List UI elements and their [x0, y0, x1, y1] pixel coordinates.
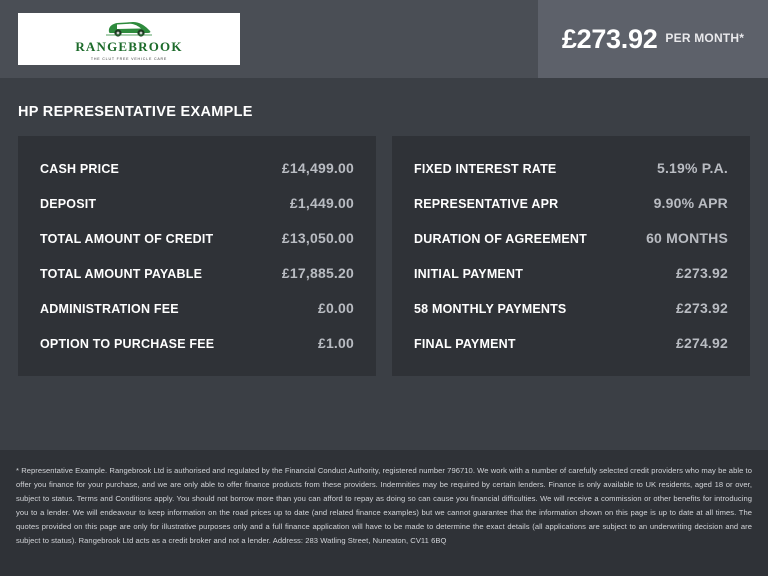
- row-label: TOTAL AMOUNT PAYABLE: [40, 266, 203, 281]
- header-left-logo-area: [0, 0, 538, 78]
- monthly-price-suffix: PER MONTH*: [665, 31, 745, 45]
- row-label: CASH PRICE: [40, 161, 120, 176]
- panel-terms: [392, 136, 750, 376]
- panel-costs: [18, 136, 376, 376]
- table-row: [410, 255, 732, 290]
- row-label: REPRESENTATIVE APR: [414, 196, 559, 211]
- row-label: ADMINISTRATION FEE: [40, 301, 179, 316]
- table-row: [410, 290, 732, 325]
- footer-disclaimer: [0, 450, 768, 576]
- row-value: £273.92: [675, 264, 728, 281]
- table-row: [36, 150, 358, 185]
- table-row: [36, 220, 358, 255]
- header-price-area: [538, 0, 768, 78]
- row-value: £274.92: [675, 334, 728, 351]
- row-value: 60 MONTHS: [646, 229, 728, 246]
- row-value: £1.00: [317, 334, 354, 351]
- row-value: £1,449.00: [289, 194, 354, 211]
- logo-tagline-text: THE CLUT FREE VEHICLE CARE: [90, 56, 168, 61]
- row-label: 58 MONTHLY PAYMENTS: [414, 301, 567, 316]
- disclaimer-text: * Representative Example. Rangebrook Ltd is authorised and regulated by the Financial Conduct Authority, registered number 796710. We work with a number of carefully selected credit providers who may be able to offer you finance for your purchase, and we are only able to offer finance products from these providers. Indemnities may be required by certain lenders. Finance is only available to UK residents, aged 18 or over, subject to status. Terms and Conditions apply. You should not borrow more than you can afford to repay as doing so can cause you financial difficulties. We will receive a commission or other benefits for introducing you to a lender. We will endeavour to keep information on the road prices up to date (and related finance examples) but we cannot guarantee that the information shown on this page is up to date at all times. The quotes provided on this page are only for illustrative purposes only and a full finance application will have to be made to determine the exact details (all applications are subject to an underwriting decision and are subject to status). Rangebrook Ltd acts as a credit broker and not a lender. Address: 283 Watling Street, Nuneaton, CV11 6BQ: [16, 466, 752, 546]
- page-title: HP REPRESENTATIVE EXAMPLE: [18, 104, 253, 120]
- row-label: TOTAL AMOUNT OF CREDIT: [40, 231, 214, 246]
- row-label: OPTION TO PURCHASE FEE: [40, 336, 215, 351]
- table-row: [410, 150, 732, 185]
- green-car-icon: [103, 18, 155, 38]
- table-row: [410, 220, 732, 255]
- row-label: DEPOSIT: [40, 196, 97, 211]
- table-row: [410, 325, 732, 360]
- row-value: £13,050.00: [281, 229, 354, 246]
- row-value: £273.92: [675, 299, 728, 316]
- row-value: £17,885.20: [281, 264, 354, 281]
- finance-panels: [18, 136, 750, 376]
- logo-brand-text: RANGEBROOK: [75, 38, 183, 54]
- row-value: 9.90% APR: [653, 194, 728, 211]
- row-label: FIXED INTEREST RATE: [414, 161, 557, 176]
- table-row: [36, 185, 358, 220]
- dealer-logo: [18, 13, 240, 65]
- monthly-price: £273.92: [561, 23, 658, 54]
- row-value: £0.00: [317, 299, 354, 316]
- row-value: £14,499.00: [281, 159, 354, 176]
- row-label: DURATION OF AGREEMENT: [414, 231, 587, 246]
- table-row: [410, 185, 732, 220]
- header-bar: [0, 0, 768, 78]
- table-row: [36, 325, 358, 360]
- row-value: 5.19% P.A.: [656, 159, 728, 176]
- row-label: FINAL PAYMENT: [414, 336, 516, 351]
- table-row: [36, 290, 358, 325]
- row-label: INITIAL PAYMENT: [414, 266, 524, 281]
- table-row: [36, 255, 358, 290]
